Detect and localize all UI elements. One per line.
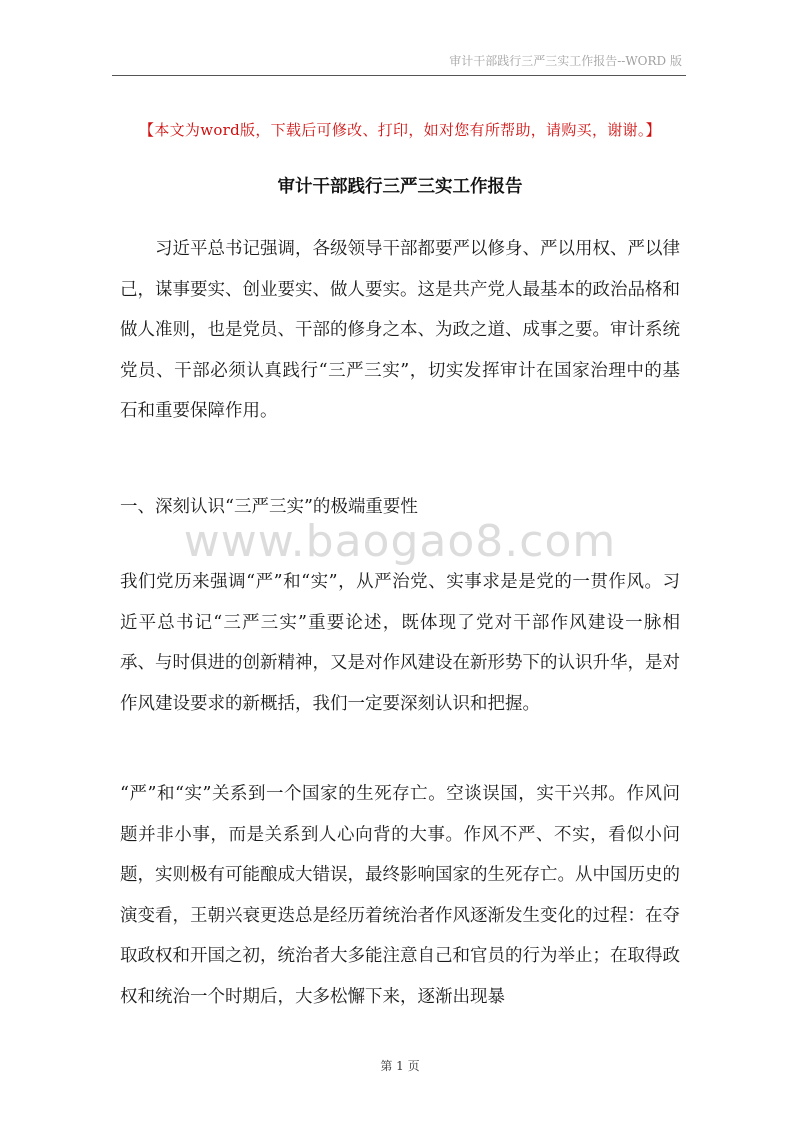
page-number: 第 1 页 <box>380 1059 420 1073</box>
purchase-notice: 【本文为word版，下载后可修改、打印，如对您有所帮助，请购买，谢谢。】 <box>139 121 661 139</box>
paragraph-intro: 习近平总书记强调，各级领导干部都要严以修身、严以用权、严以律己，谋事要实、创业要实、做人要实。这是共产党人最基本的政治品格和做人准则，也是党员、干部的修身之本、为政之道、成事之要。审计系统党员、干部必须认真践行“三严三实”，切实发挥审计在国家治理中的基石和重要保障作用。 <box>120 239 680 421</box>
header-title: 审计干部践行三严三实工作报告--WORD 版 <box>449 54 682 68</box>
document-title: 审计干部践行三严三实工作报告 <box>277 177 523 197</box>
paragraph-strict-practical: 我们党历来强调“严”和“实”，从严治党、实事求是是党的一贯作风。习近平总书记“三严三实”重要论述，既体现了党对干部作风建设一脉相承、与时俱进的创新精神，又是对作风建设在新形势下的认识升华，是对作风建设要求的新概括，我们一定要深刻认识和把握。 <box>120 572 680 714</box>
paragraph-history: “严”和“实”关系到一个国家的生死存亡。空谈误国，实干兴邦。作风问题并非小事，而是关系到人心向背的大事。作风不严、不实，看似小问题，实则极有可能酿成大错误，最终影响国家的生死存亡。从中国历史的演变看，王朝兴衰更迭总是经历着统治者作风逐渐发生变化的过程：在夺取政权和开国之初，统治者大多能注意自己和官员的行为举止；在取得政权和统治一个时期后，大多松懈下来，逐渐出现暴 <box>120 784 680 1007</box>
watermark: www.baogao8.com <box>183 516 617 567</box>
header-divider <box>112 75 686 76</box>
section-heading: 一、深刻认识“三严三实”的极端重要性 <box>120 497 418 517</box>
